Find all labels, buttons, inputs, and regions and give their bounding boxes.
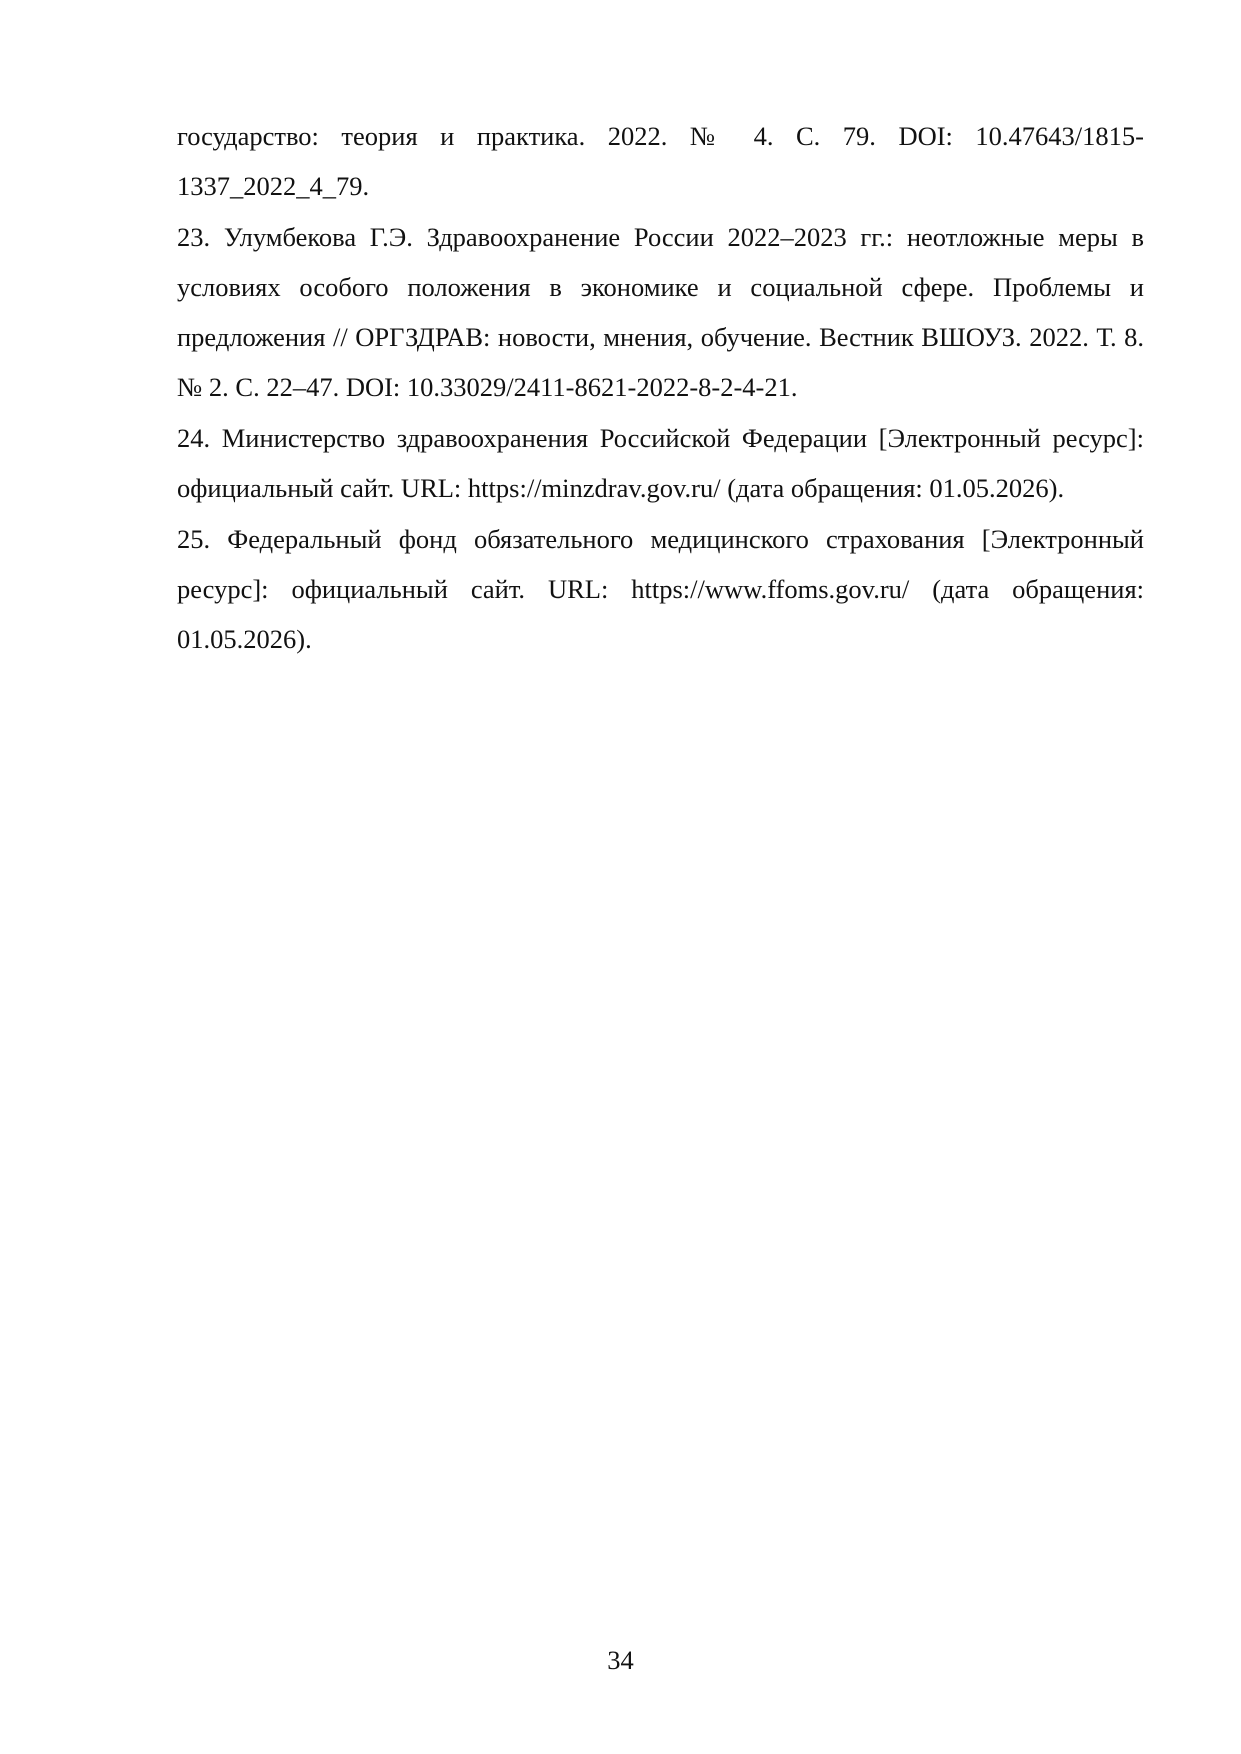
page-number: 34 <box>607 1645 634 1675</box>
reference-list <box>177 111 1144 665</box>
reference-item-24: 24. Министерство здравоохранения Российской Федерации [Электронный ресурс]: официальный сайт. URL: https://minzdrav.gov.ru/ (дата обращения: 01.05.2026). <box>177 423 1144 503</box>
reference-item-25: 25. Федеральный фонд обязательного медицинского страхования [Электронный ресурс]: официальный сайт. URL: https://www.ffoms.gov.ru/ (дата обращения: 01.05.2026). <box>177 524 1144 654</box>
reference-item-23: 23. Улумбекова Г.Э. Здравоохранение России 2022–2023 гг.: неотложные меры в условиях особого положения в экономике и социальной сфере. Проблемы и предложения // ОРГЗДРАВ: новости, мнения, обучение. Вестник ВШОУЗ. 2022. Т. 8. № 2. С. 22–47. DOI: 10.33029/2411-8621-2022-8-2-4-21. <box>177 222 1144 402</box>
reference-item-22-continuation: государство: теория и практика. 2022. № 4. С. 79. DOI: 10.47643/1815-1337_2022_4_79. <box>177 121 1144 201</box>
